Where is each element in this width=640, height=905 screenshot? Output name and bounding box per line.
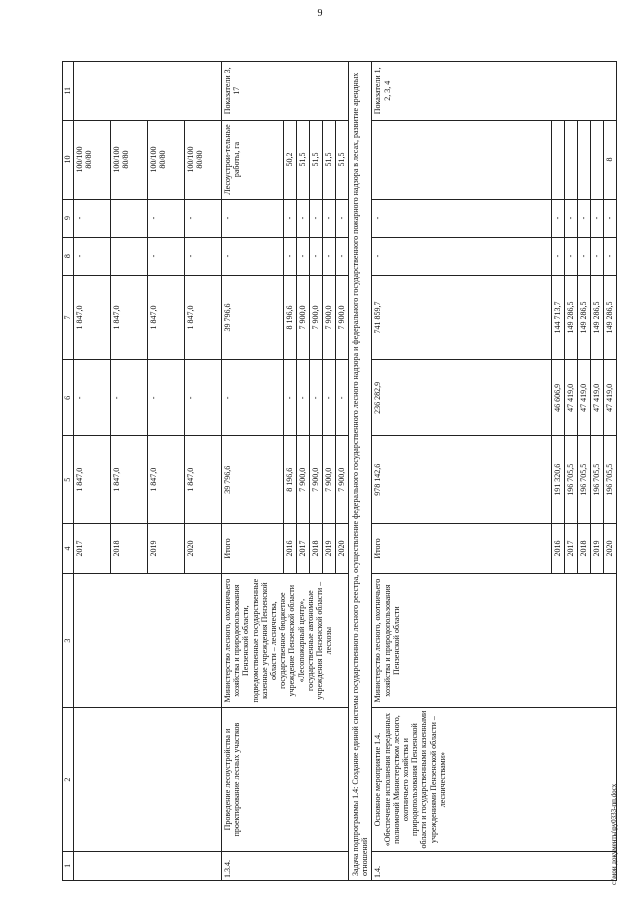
result-cell: 100/100 80/80 [74,120,111,199]
result-cell: 100/100 80/80 [185,120,222,199]
header-cell: 9 [63,199,74,237]
year-cell: 2020 [336,524,349,574]
indicator-cell [74,62,222,121]
value-cell: 1 847,0 [74,436,111,524]
result-cell [591,120,604,199]
value-cell: - [336,199,349,237]
header-cell: 1 [63,851,74,880]
executor-cell: Министерство лесного, охотничьего хозяйства и природопользования Пензенской области, подведомственные государственные казенные учреждения Пензенской области – лесничества, государственное бюджетное учреждение Пензенской области «Лесопожарный центр», государственные автономные учреждения Пензенской области – лесхозы [222,573,349,708]
value-cell: - [222,199,284,237]
value-cell: - [372,237,552,275]
year-cell: 2020 [604,524,617,574]
year-cell: 2016 [284,524,297,574]
value-cell: - [565,237,578,275]
header-cell: 2 [63,708,74,851]
value-cell: 1 847,0 [185,436,222,524]
num-cell [74,851,222,880]
value-cell: - [297,360,310,436]
value-cell: - [552,199,565,237]
value-cell: 978 142,6 [372,436,552,524]
value-cell: - [222,360,284,436]
value-cell: - [565,199,578,237]
value-cell: - [148,199,185,237]
value-cell: - [284,237,297,275]
page-number: 9 [317,8,323,19]
year-cell: 2018 [111,524,148,574]
value-cell: 47 419,0 [565,360,578,436]
value-cell: 8 196,6 [284,275,297,360]
value-cell: - [336,360,349,436]
value-cell: 1 847,0 [148,436,185,524]
year-cell: 2016 [552,524,565,574]
value-cell: - [604,199,617,237]
value-cell: 7 900,0 [297,436,310,524]
indicator-cell: Показатели 3, 17 [222,62,349,121]
value-cell: 7 900,0 [336,275,349,360]
name-cell: Проведение лесоустройства и проектирование лесных участков [222,708,349,851]
value-cell: 196 705,5 [565,436,578,524]
value-cell: - [284,360,297,436]
result-cell [372,120,552,199]
num-cell: 1.4. [372,851,617,880]
table-body [63,62,617,881]
value-cell: 8 196,6 [284,436,297,524]
result-cell: 51,5 [310,120,323,199]
year-cell: 2017 [74,524,111,574]
program-table [62,61,617,881]
value-cell: - [222,237,284,275]
value-cell: - [148,360,185,436]
result-cell [552,120,565,199]
value-cell: - [372,199,552,237]
name-cell: Основное мероприятие 1.4. «Обеспечение исполнения переданных полномочий Министерством лесного, охотничьего хозяйства и природопользования Пензенской области и государственными казенными учреждениями Пензенской области – лесничествами» [372,708,617,851]
header-cell: 11 [63,62,74,121]
value-cell: 741 859,7 [372,275,552,360]
value-cell: - [591,199,604,237]
header-cell: 5 [63,436,74,524]
value-cell: 1 847,0 [148,275,185,360]
table-row [74,62,111,881]
executor-cell: Министерство лесного, охотничьего хозяйства и природопользования Пензенской области [372,573,617,708]
value-cell: - [74,360,111,436]
value-cell: 47 419,0 [604,360,617,436]
value-cell: 7 900,0 [323,436,336,524]
year-cell: 2019 [323,524,336,574]
year-cell: 2018 [310,524,323,574]
header-cell: 8 [63,237,74,275]
header-cell: 7 [63,275,74,360]
value-cell: 149 286,5 [578,275,591,360]
table-row [222,62,284,881]
year-cell: 2019 [591,524,604,574]
result-cell [578,120,591,199]
value-cell: 149 286,5 [604,275,617,360]
indicator-cell: Показатели 1, 2, 3, 4 [372,62,617,121]
result-cell: 50,2 [284,120,297,199]
value-cell: - [310,360,323,436]
result-cell: 51,5 [336,120,349,199]
value-cell: - [578,199,591,237]
value-cell: - [323,199,336,237]
value-cell: - [185,360,222,436]
result-cell: 8 [604,120,617,199]
task-cell: Задача подпрограммы 1.4: Создание единой системы государственного лесного реестра, осуществление федерального государственного лесного надзора и федерального государственного пожарного надзора в лесах, развитие арендных отношений [349,62,372,881]
value-cell: 7 900,0 [323,275,336,360]
value-cell: - [591,237,604,275]
result-cell [565,120,578,199]
value-cell: - [185,237,222,275]
value-cell: - [578,237,591,275]
value-cell: 1 847,0 [111,275,148,360]
year-cell: 2018 [578,524,591,574]
value-cell: 236 282,9 [372,360,552,436]
value-cell: 149 286,5 [565,275,578,360]
value-cell: 7 900,0 [310,436,323,524]
value-cell: 196 705,5 [578,436,591,524]
year-cell: 2019 [148,524,185,574]
value-cell: 7 900,0 [297,275,310,360]
value-cell: 39 796,6 [222,275,284,360]
value-cell: 7 900,0 [310,275,323,360]
year-cell: Итого [372,524,552,574]
year-cell: 2017 [565,524,578,574]
result-cell: 51,5 [297,120,310,199]
value-cell: - [297,199,310,237]
result-cell: 51,5 [323,120,336,199]
name-cell [74,708,222,851]
table-row [372,62,552,881]
num-cell: 1.3.4. [222,851,349,880]
year-cell: 2017 [297,524,310,574]
value-cell: 47 419,0 [591,360,604,436]
value-cell: - [111,360,148,436]
value-cell: - [185,199,222,237]
value-cell: 1 847,0 [111,436,148,524]
header-row [63,62,74,881]
value-cell: 196 705,5 [604,436,617,524]
value-cell: 47 419,0 [578,360,591,436]
header-cell: 6 [63,360,74,436]
task-row [349,62,372,881]
value-cell: - [297,237,310,275]
value-cell [111,237,148,275]
value-cell: - [74,237,111,275]
value-cell: - [323,237,336,275]
value-cell: - [552,237,565,275]
value-cell: - [336,237,349,275]
value-cell: 1 847,0 [185,275,222,360]
value-cell: 1 847,0 [74,275,111,360]
result-cell: Лесоустрои-тельные работы, га [222,120,284,199]
header-cell: 3 [63,573,74,708]
value-cell: 149 286,5 [591,275,604,360]
result-cell: 100/100 80/80 [111,120,148,199]
year-cell: Итого [222,524,284,574]
value-cell: 39 796,6 [222,436,284,524]
header-cell: 10 [63,120,74,199]
value-cell: 196 705,5 [591,436,604,524]
value-cell: 46 606,9 [552,360,565,436]
value-cell: - [310,237,323,275]
value-cell: 191 320,6 [552,436,565,524]
year-cell: 2020 [185,524,222,574]
value-cell: - [74,199,111,237]
file-path-footer: c:\мои документы\ру0333-пп.docx [610,783,618,885]
value-cell: - [310,199,323,237]
result-cell: 100/100 80/80 [148,120,185,199]
executor-cell [74,573,222,708]
value-cell: 7 900,0 [336,436,349,524]
value-cell: - [604,237,617,275]
value-cell [111,199,148,237]
value-cell: - [284,199,297,237]
value-cell: - [148,237,185,275]
value-cell: - [323,360,336,436]
header-cell: 4 [63,524,74,574]
value-cell: 144 713,7 [552,275,565,360]
